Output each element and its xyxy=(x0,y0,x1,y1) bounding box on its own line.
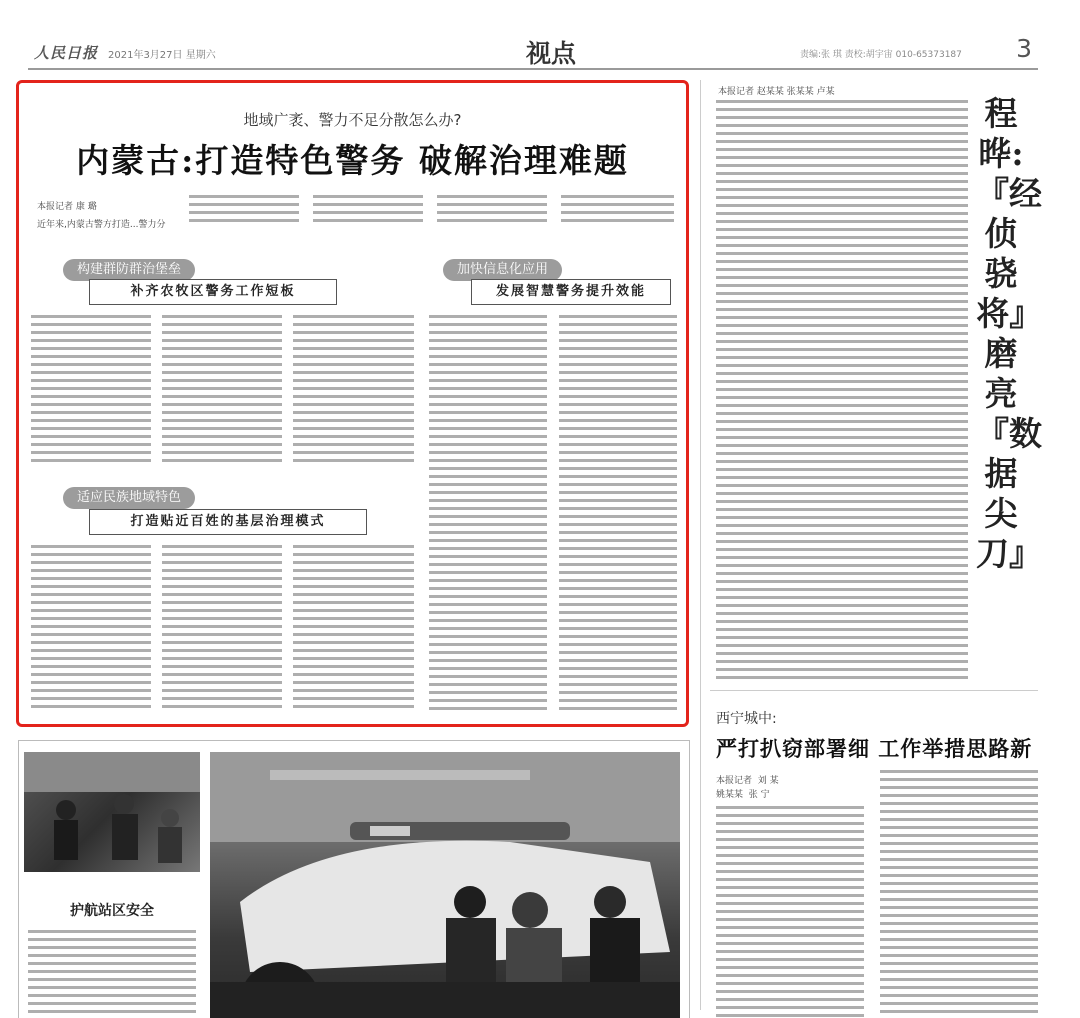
section-tag-1: 构建群防群治堡垒 xyxy=(63,259,195,281)
column-divider xyxy=(700,80,701,1010)
lead-article[interactable] xyxy=(16,80,689,727)
article-headline: 内蒙古:打造特色警务 破解治理难题 xyxy=(76,141,629,180)
photo-story-text xyxy=(28,930,196,1018)
section-tag-2: 加快信息化应用 xyxy=(443,259,562,281)
section-title: 视点 xyxy=(526,39,577,68)
section-1-text xyxy=(31,315,414,463)
police-car-photo xyxy=(210,752,680,1018)
right-article-text xyxy=(716,100,968,680)
west-article-text-1 xyxy=(716,806,864,1018)
police-patrol-photo xyxy=(24,752,200,872)
intro-text xyxy=(189,195,674,225)
section-2-text xyxy=(429,315,677,710)
west-article-kicker: 西宁城中: xyxy=(716,711,777,727)
west-article-text-2 xyxy=(880,770,1038,1018)
article-byline xyxy=(37,198,165,234)
section-tag-3: 适应民族地域特色 xyxy=(63,487,195,509)
right-article-byline: 本报记者 赵某某 张某某 卢某 xyxy=(718,87,835,97)
right-article-headline: 程晔:『经侦骁将』磨亮『数据尖刀』 xyxy=(976,94,1042,573)
west-article-headline: 严打扒窃部署细 工作举措思路新 xyxy=(716,736,1033,761)
photo-caption: 护航站区安全 xyxy=(70,903,154,919)
byline-intro: 近年来,内蒙古警方打造...警力分 xyxy=(37,220,166,230)
masthead xyxy=(28,34,1038,70)
byline-reporter: 本报记者 康 璐 xyxy=(37,202,97,212)
section-subtitle-2: 发展智慧警务提升效能 xyxy=(471,279,671,305)
issue-date: 2021年3月27日 星期六 xyxy=(108,50,216,61)
editor-credits: 责编:张 琪 责校:胡宇宙 010-65373187 xyxy=(800,50,962,60)
section-3-text xyxy=(31,545,414,713)
newspaper-logo: 人民日报 xyxy=(34,44,99,62)
section-divider xyxy=(710,690,1038,691)
article-kicker: 地域广袤、警力不足分散怎么办? xyxy=(243,111,462,129)
section-subtitle-1: 补齐农牧区警务工作短板 xyxy=(89,279,337,305)
page-number: 3 xyxy=(1016,34,1032,63)
west-article-byline: 本报记者 刘 某 姚某某 张 宁 xyxy=(716,776,779,800)
section-subtitle-3: 打造贴近百姓的基层治理模式 xyxy=(89,509,367,535)
